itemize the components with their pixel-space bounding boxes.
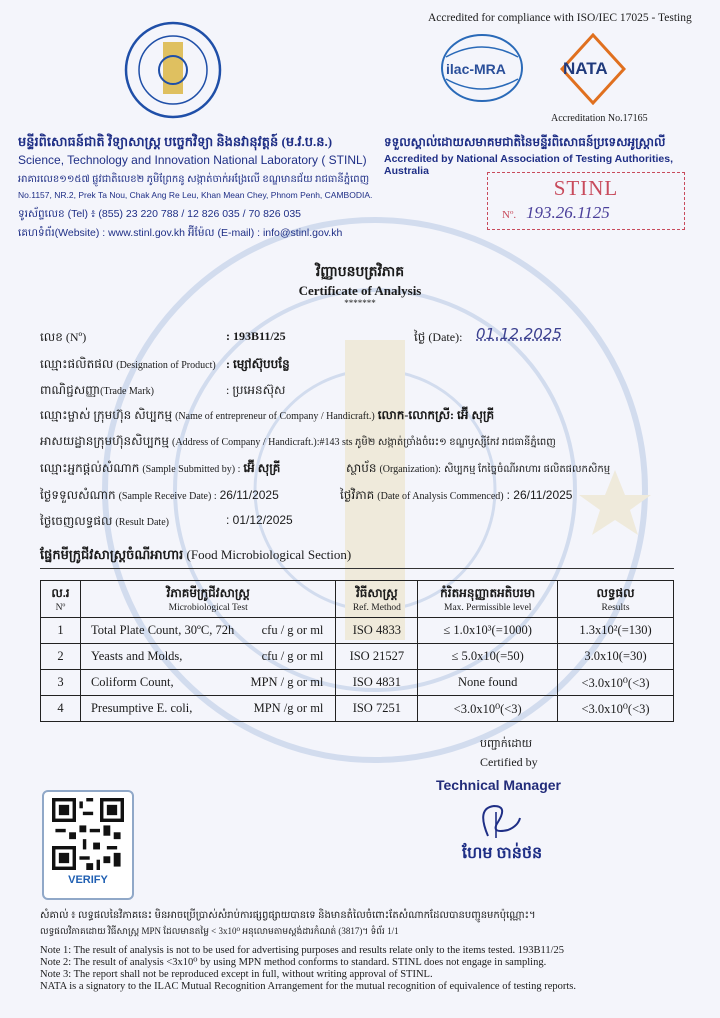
test-name: Total Plate Count, 30ºC, 72h	[90, 623, 235, 637]
submitted-row	[40, 460, 280, 478]
org-label-kh: ស្ថាប័ន	[346, 461, 377, 475]
header-limit-en: Max. Permissible level	[444, 603, 532, 613]
lab-name-kh: មន្ទីរពិសោធន៍ជាតិ វិទ្យាសាស្ត្រ បច្ចេកវិទ្យា និងនវានុវត្តន៍ (ម.វ.ប.ន.)	[18, 134, 333, 149]
section-heading-en: (Food Microbiological Section)	[186, 547, 352, 562]
trademark-label-en: (Trade Mark)	[100, 386, 154, 397]
header-test-kh: វិភាគមីក្រូជីវសាស្ត្រ	[166, 586, 250, 600]
header-method-en: Ref. Method	[352, 603, 401, 613]
title-stars: *******	[344, 298, 376, 308]
row-result: <3.0x10⁰(<3)	[558, 670, 674, 696]
analysis-label-en: (Date of Analysis Commenced)	[377, 491, 504, 502]
row-result: <3.0x10⁰(<3)	[558, 696, 674, 722]
date-value: 01.12.2025	[476, 325, 562, 343]
stinl-stamp	[487, 172, 685, 230]
test-unit: cfu / g or ml	[261, 623, 324, 637]
address-kh: អាគារលេខ១១៥៧ ផ្លូវជាតិលេខ២ ភូមិព្រែកនូ សង្កាត់ចាក់អង្រែលើ ខណ្ឌមានជ័យ រាជធានីភ្នំពេញ	[18, 174, 370, 185]
header-results	[558, 581, 674, 618]
table-row	[41, 696, 674, 722]
accreditation-number: Accreditation No.17165	[551, 113, 648, 124]
test-unit: cfu / g or ml	[261, 649, 324, 663]
row-test	[80, 644, 335, 670]
product-label-en: (Designation of Product)	[116, 360, 216, 371]
receive-label-en: (Sample Receive Date) :	[118, 491, 217, 502]
ilac-label: ilac-MRA	[446, 61, 506, 77]
entrepreneur-value: លោក-លោកស្រី: អ៊ើ សុគ្រី	[377, 408, 495, 422]
section-heading	[40, 547, 351, 566]
title-kh: វិញ្ញាបនបត្រវិភាគ	[315, 265, 405, 280]
address-en: No.1157, NR.2, Prek Ta Nou, Chak Ang Re Leu, Khan Mean Chey, Phnom Penh, CAMBODIA.	[18, 190, 373, 200]
submitted-label-kh: ឈ្មោះអ្នកផ្តល់សំណាក	[40, 461, 140, 475]
table-header-row	[41, 581, 674, 618]
analysis-row	[340, 487, 572, 505]
test-name: Presumptive E. coli,	[90, 701, 193, 715]
header-limit	[418, 581, 558, 618]
entrepreneur-row	[40, 407, 494, 425]
number-value: : 193B11/25	[226, 329, 286, 343]
number-label: លេខ (Nº)	[40, 330, 87, 344]
verify-label: VERIFY	[68, 874, 108, 886]
row-limit: ≤ 1.0x10³(=1000)	[418, 618, 558, 644]
result-label-kh: ថ្ងៃចេញលទ្ធផល	[40, 514, 113, 528]
signature	[468, 800, 528, 840]
number-value-text: 193B11/25	[233, 329, 286, 343]
test-name: Coliform Count,	[90, 675, 174, 689]
header-test-en: Microbiological Test	[168, 603, 248, 613]
header-test	[80, 581, 335, 618]
nata-accredited-kh: ទទួលស្គាល់ដោយសមាគមជាតិនៃមន្ទីរពិសោធន៍ប្រទេសអូស្ត្រាលី	[384, 135, 666, 149]
address-label-kh: អាសយដ្ឋានក្រុមហ៊ុនសិប្បកម្ម	[40, 434, 170, 448]
product-value-text: ម្សៅស៊ុបបន្លែ	[233, 357, 290, 371]
row-test	[80, 696, 335, 722]
row-test	[80, 618, 335, 644]
nata-accredited-en: Accredited by National Association of Testing Authorities, Australia	[384, 153, 673, 177]
row-no: 1	[41, 618, 81, 644]
stinl-logo	[123, 20, 223, 120]
row-method: ISO 4833	[336, 618, 418, 644]
certified-by: Certified by	[480, 755, 538, 769]
certified-by-kh: បញ្ជាក់ដោយ	[480, 738, 533, 750]
note-2: Note 2: The result of analysis <3x10⁰ by using MPN method conforms to standard. STINL does not engage in sampling.	[40, 957, 547, 968]
stamp-title: STINL	[553, 176, 619, 200]
phone: ទូរស័ព្ទលេខ (Tel) ៖ (855) 23 220 788 / 12 826 035 / 70 826 035	[18, 208, 302, 220]
row-result: 1.3x10²(=130)	[558, 618, 674, 644]
notes	[40, 945, 576, 993]
website-email: គេហទំព័រ(Website) : www.stinl.gov.kh អ៊ីម៉ែល (E-mail) : info@stinl.gov.kh	[18, 227, 343, 239]
receive-label-kh: ថ្ងៃទទួលសំណាក	[40, 488, 116, 502]
org-label-en: (Organization):	[379, 464, 441, 475]
note-kh-2: លទ្ធផលវិភាគដោយ វិធីសាស្ត្រ MPN ដែលមានតម្លៃ < 3x10⁰ អនុលោមតាមស្តង់ដារកំណត់ (3817)។ ទំព័រ 1/1	[40, 926, 399, 936]
trademark-label	[40, 382, 154, 400]
address-row	[40, 433, 556, 451]
table-row	[41, 670, 674, 696]
test-unit: MPN / g or ml	[250, 675, 324, 689]
row-limit: ≤ 5.0x10(=50)	[418, 644, 558, 670]
header-no	[41, 581, 81, 618]
row-no: 2	[41, 644, 81, 670]
test-name: Yeasts and Molds,	[90, 649, 183, 663]
test-unit: MPN /g or ml	[253, 701, 324, 715]
trademark-value: : ប្រអេនស៊ុស	[226, 383, 286, 397]
nata-label: NATA	[563, 59, 608, 78]
table-row	[41, 644, 674, 670]
row-no: 4	[41, 696, 81, 722]
address-label-en: (Address of Company / Handicraft.):	[172, 437, 320, 448]
header-limit-kh: កំរិតអនុញ្ញាតអតិបរមា	[440, 586, 536, 600]
receive-row	[40, 487, 279, 505]
analysis-label-kh: ថ្ងៃវិភាគ	[340, 488, 375, 502]
entrepreneur-label-kh: ឈ្មោះម្ចាស់ ក្រុមហ៊ុន សិប្បកម្ម	[40, 408, 173, 422]
note-kh-1: សំគាល់ ៖ លទ្ធផលនៃវិភាគនេះ មិនអាចប្រើប្រាស់សំរាប់ការផ្សព្វផ្សាយបានទេ និងមានតំលៃចំពោះតែសំណាកដែលបានបញ្ជូនមកប៉ុណ្ណោះ។	[40, 910, 536, 921]
header-method-kh: វិធីសាស្ត្រ	[356, 586, 398, 600]
row-limit: <3.0x10⁰(<3)	[418, 696, 558, 722]
results-table	[40, 580, 674, 722]
table-row	[41, 618, 674, 644]
row-limit: None found	[418, 670, 558, 696]
header-no-en: Nº	[55, 603, 66, 613]
row-method: ISO 21527	[336, 644, 418, 670]
result-date-row	[40, 513, 169, 531]
date-label: ថ្ងៃ (Date):	[414, 330, 463, 344]
address-value: #143 sts ភូមិ២ សង្កាត់ច្រាំងចំរេះ១ ខណ្ឌឫស្សីកែវ រាជធានីភ្នំពេញ	[319, 437, 556, 448]
header-results-en: Results	[601, 603, 630, 613]
analysis-value: : 26/11/2025	[506, 488, 573, 502]
section-heading-kh: ផ្នែកមីក្រូជីវសាស្ត្រចំណីអាហារ	[40, 547, 184, 562]
row-test	[80, 670, 335, 696]
organization-row	[346, 460, 610, 478]
header-no-kh: ល.រ	[51, 586, 70, 600]
product-label	[40, 356, 216, 374]
ilac-mra-logo	[440, 33, 524, 103]
section-divider	[40, 568, 674, 569]
qr-code-icon[interactable]	[52, 798, 124, 870]
receive-value: 26/11/2025	[219, 488, 279, 502]
result-date-value: : 01/12/2025	[226, 513, 293, 527]
lab-name-en: Science, Technology and Innovation National Laboratory ( STINL)	[18, 153, 367, 167]
stamp-number: 193.26.1125	[526, 203, 610, 222]
row-no: 3	[41, 670, 81, 696]
trademark-label-kh: ពាណិជ្ជសញ្ញា	[40, 383, 101, 397]
result-label-en: (Result Date)	[115, 517, 169, 528]
header-method	[336, 581, 418, 618]
submitted-value: អ៊ើ សុគ្រី	[243, 461, 281, 475]
stamp-no-label: Nº.	[502, 209, 517, 221]
row-method: ISO 7251	[336, 696, 418, 722]
note-1: Note 1: The result of analysis is not to be used for advertising purposes and results relate only to the items tested. 193B11/25	[40, 945, 565, 956]
submitted-label-en: (Sample Submitted by) :	[142, 464, 241, 475]
header-results-kh: លទ្ធផល	[596, 586, 635, 600]
entrepreneur-label-en: (Name of entrepreneur of Company / Handicraft.)	[175, 411, 375, 422]
nata-logo	[560, 33, 626, 105]
product-label-kh: ឈ្មោះផលិតផល	[40, 357, 114, 371]
row-method: ISO 4831	[336, 670, 418, 696]
qr-verify-badge[interactable]	[42, 790, 134, 900]
signatory-name: ហែម ចាន់ថន	[462, 845, 543, 862]
note-4: NATA is a signatory to the ILAC Mutual Recognition Arrangement for the mutual recognition of equivalence of testing reports.	[40, 981, 576, 992]
note-3: Note 3: The report shall not be reproduced except in full, without writing approval of STINL.	[40, 969, 433, 980]
technical-manager-title: Technical Manager	[436, 777, 562, 793]
trademark-value-text: ប្រអេនស៊ុស	[232, 383, 286, 397]
accreditation-top: Accredited for compliance with ISO/IEC 17025 - Testing	[428, 12, 692, 24]
product-value: : ម្សៅស៊ុបបន្លែ	[226, 357, 290, 371]
row-result: 3.0x10(=30)	[558, 644, 674, 670]
org-value: សិប្បកម្ម កែច្នៃចំណីអាហារ ផលិតផលកសិកម្ម	[443, 464, 611, 475]
page-title: Certificate of Analysis	[298, 283, 422, 298]
